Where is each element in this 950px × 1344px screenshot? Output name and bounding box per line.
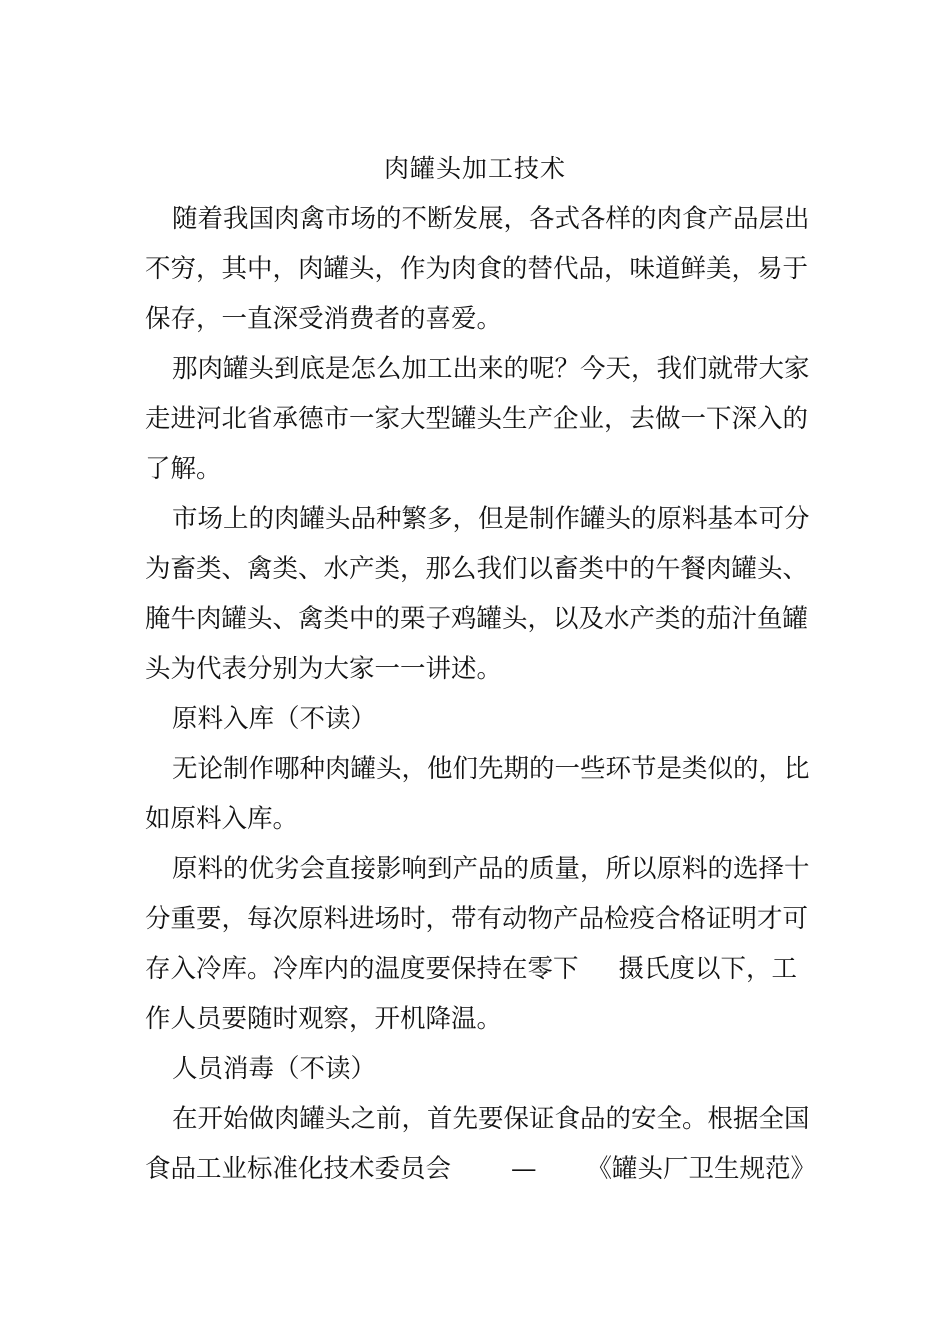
text-line: 原料的优劣会直接影响到产品的质量，所以原料的选择十	[172, 854, 810, 884]
text-line	[145, 944, 805, 994]
text-line: 市场上的肉罐头品种繁多，但是制作罐头的原料基本可分	[172, 504, 810, 534]
document-title: 肉罐头加工技术	[383, 154, 566, 183]
text-line: 保存，一直深受消费者的喜爱。	[145, 304, 503, 334]
document-body	[145, 194, 817, 1194]
text-line: 随着我国肉禽市场的不断发展，各式各样的肉食产品层出	[172, 204, 810, 234]
paragraph	[145, 1094, 817, 1194]
text-line: 分重要，每次原料进场时，带有动物产品检疫合格证明才可	[145, 904, 809, 934]
text-line: 腌牛肉罐头、禽类中的栗子鸡罐头，以及水产类的茄汁鱼罐	[145, 604, 809, 634]
paragraph	[145, 194, 810, 344]
text-line: 人员消毒（不读）	[172, 1054, 377, 1084]
text-line: 那肉罐头到底是怎么加工出来的呢？今天，我们就带大家	[172, 354, 810, 384]
text-line: 作人员要随时观察，开机降温。	[145, 1004, 503, 1034]
text-line: 头为代表分别为大家一一讲述。	[145, 654, 503, 684]
paragraph	[145, 494, 810, 694]
paragraph	[145, 844, 810, 1044]
paragraph	[145, 744, 810, 844]
text-line: 无论制作哪种肉罐头，他们先期的一些环节是类似的，比	[172, 754, 810, 784]
text-line: 了解。	[145, 454, 222, 484]
text-fragment: 《罐头厂卫生规范》	[586, 1154, 817, 1184]
text-fragment: 摄氏度以下，工	[618, 954, 798, 984]
text-line: 不穷，其中，肉罐头，作为肉食的替代品，味道鲜美，易于	[145, 254, 809, 284]
dash: —	[511, 1154, 537, 1184]
section-heading	[145, 1044, 805, 1094]
text-line: 原料入库（不读）	[172, 704, 377, 734]
text-fragment: 存入冷库。冷库内的温度要保持在零下	[145, 954, 579, 984]
text-line: 走进河北省承德市一家大型罐头生产企业，去做一下深入的	[145, 404, 809, 434]
text-line: 为畜类、禽类、水产类，那么我们以畜类中的午餐肉罐头、	[145, 554, 809, 584]
paragraph	[145, 344, 810, 494]
text-fragment: 食品工业标准化技术委员会	[145, 1154, 452, 1184]
text-line	[145, 1144, 817, 1194]
text-line: 在开始做肉罐头之前，首先要保证食品的安全。根据全国	[172, 1104, 810, 1134]
section-heading	[145, 694, 805, 744]
text-line: 如原料入库。	[145, 804, 299, 834]
